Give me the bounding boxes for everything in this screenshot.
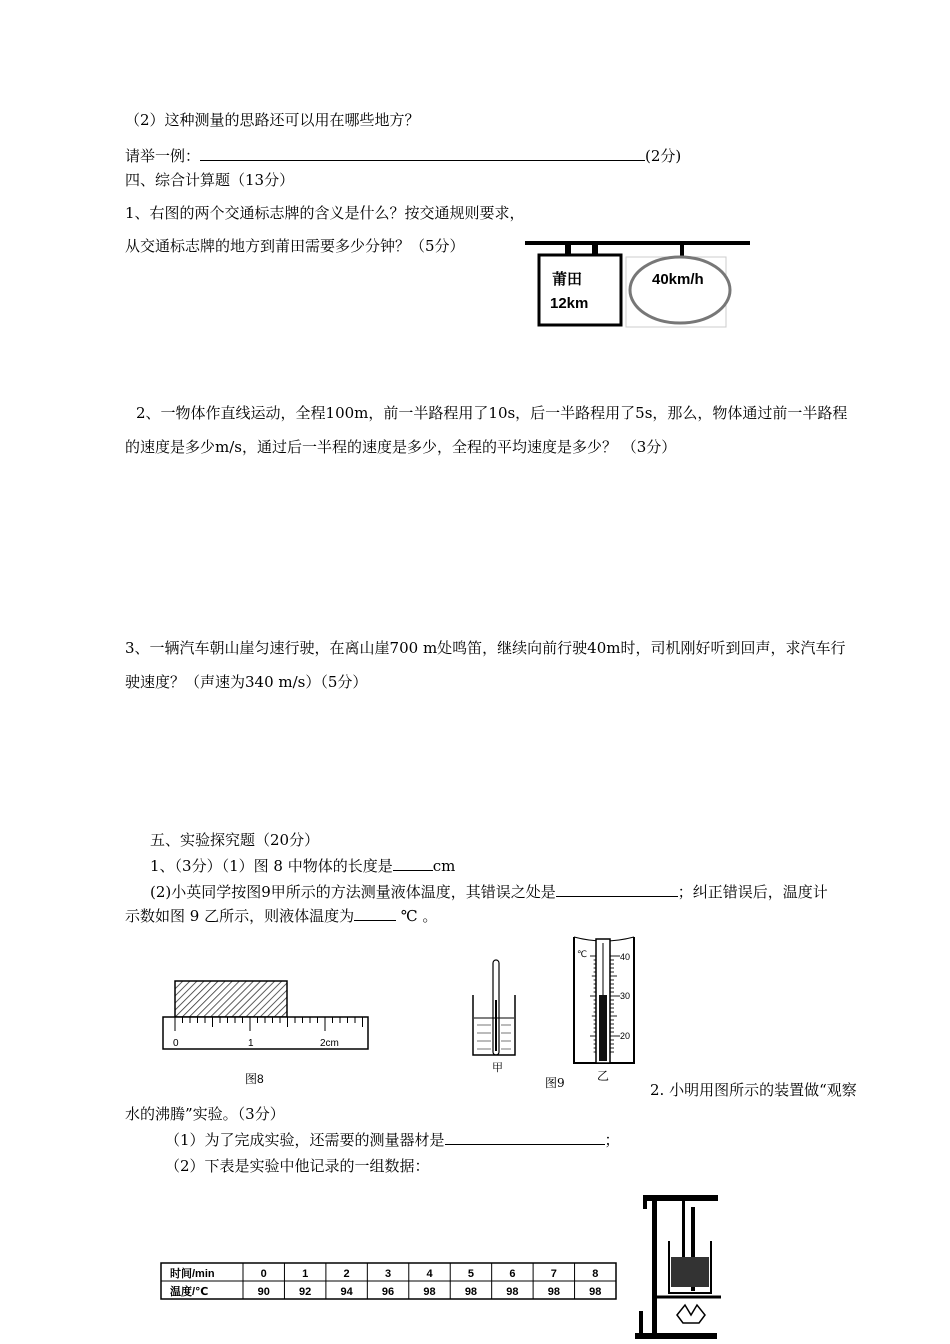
fig9-yi-label: 乙: [597, 1069, 610, 1083]
boiling-apparatus: [625, 1193, 725, 1343]
fig9-caption: 图9: [545, 1076, 565, 1090]
s5-q1a-unit: cm: [432, 857, 456, 875]
table-temp-cell: 98: [547, 1286, 560, 1298]
figure9-yi-thermometer: [570, 935, 640, 1085]
table-time-cell: 5: [467, 1268, 475, 1280]
table-temp-cell: 98: [423, 1286, 436, 1298]
instrument-answer-blank[interactable]: [445, 1130, 605, 1145]
sign-speed: 40km/h: [652, 271, 704, 288]
s5-q1a: [150, 856, 455, 876]
table-header-temp: 温度/℃: [170, 1286, 209, 1298]
sign-place: 莆田: [552, 271, 583, 288]
q1-line2: 从交通标志牌的地方到莆田需要多少分钟？（5分）: [125, 237, 465, 255]
table-time-cell: 8: [592, 1268, 599, 1280]
s5-q2-sub2: （2）下表是实验中他记录的一组数据：: [165, 1157, 430, 1175]
figure9-jia-beaker: [465, 955, 535, 1075]
temperature-answer-blank[interactable]: [354, 906, 396, 921]
q1-line1: 1、右图的两个交通标志牌的含义是什么？按交通规则要求，: [125, 204, 525, 222]
stand-rod: [652, 1197, 657, 1337]
s5-q1b-text: (2)小英同学按图9甲所示的方法测量液体温度，其错误之处是: [150, 883, 556, 901]
table-time-cell: 0: [260, 1268, 267, 1280]
s5-q2-sub1: [165, 1130, 620, 1150]
table-time-cell: 2: [343, 1268, 350, 1280]
s5-q2-sub1-end: ；: [604, 1131, 620, 1149]
table-temp-cell: 90: [257, 1286, 270, 1298]
q2-measure-idea: （2）这种测量的思路还可以用在哪些地方？: [125, 111, 420, 129]
table-time-cell: 4: [426, 1268, 433, 1280]
table-temp-cell: 96: [381, 1286, 395, 1298]
ruler-tick-0: 0: [173, 1038, 179, 1049]
q3-line2: 驶速度？（声速为340 m/s）（5分）: [125, 673, 368, 691]
distance-sign: [539, 255, 621, 325]
q3-line1: 3、一辆汽车朝山崖匀速行驶，在离山崖700 m处鸣笛，继续向前行驶40m时，司机刚好听到回声，求汽车行: [125, 639, 846, 657]
section5-title: 五、实验探究题（20分）: [150, 831, 320, 849]
data-table: [160, 1262, 620, 1302]
example-prefix: 请举一例：: [125, 147, 201, 165]
q2-line1: 2、一物体作直线运动，全程100m，前一半路程用了10s，后一半路程用了5s，那么，物体通过前一半路程: [136, 404, 848, 422]
s5-q1b: [150, 882, 828, 902]
table-time-cell: 7: [550, 1268, 557, 1280]
s5-q2-sub1-text: （1）为了完成实验，还需要的测量器材是: [165, 1131, 445, 1149]
example-line: [125, 146, 681, 166]
example-answer-blank[interactable]: [200, 146, 645, 161]
table-temp-cell: 98: [464, 1286, 478, 1298]
fig9-jia-label: 甲: [492, 1062, 503, 1074]
sign-distance: 12km: [550, 295, 589, 312]
s5-q2-line1: 2. 小明用图所示的装置做“观察: [650, 1081, 857, 1099]
ruler-tick-2: 2cm: [320, 1038, 339, 1049]
fig9-unit: ℃: [577, 949, 588, 959]
measured-block: [175, 981, 287, 1017]
table-temp-cell: 94: [340, 1286, 353, 1298]
table-time-cell: 1: [302, 1268, 309, 1280]
s5-q1b-text2: ；纠正错误后，温度计: [677, 883, 828, 901]
ruler-tick-1: 1: [248, 1038, 254, 1049]
length-answer-blank[interactable]: [393, 856, 433, 871]
alcohol-lamp: [677, 1305, 705, 1323]
q2-line2: 的速度是多少m/s，通过后一半程的速度是多少，全程的平均速度是多少？ （3分）: [125, 438, 677, 456]
table-time-cell: 3: [384, 1268, 392, 1280]
s5-q1a-text: 1、（3分）（1）图 8 中物体的长度是: [150, 857, 393, 875]
scale-20: 20: [620, 1031, 631, 1041]
table-header-time: 时间/min: [170, 1268, 215, 1280]
mercury-column: [599, 995, 607, 1061]
table-temp-cell: 92: [299, 1286, 312, 1298]
section4-title: 四、综合计算题（13分）: [125, 171, 295, 189]
table-time-cell: 6: [509, 1268, 516, 1280]
s5-q1c-unit: ℃ 。: [396, 907, 438, 925]
scale-40: 40: [620, 952, 631, 962]
s5-q1c-text: 示数如图 9 乙所示，则液体温度为: [125, 907, 355, 925]
s5-q2-line2: 水的沸腾”实验。（3分）: [125, 1105, 285, 1123]
figure8-ruler: [160, 975, 375, 1095]
scale-30: 30: [620, 991, 631, 1001]
example-score: (2分): [645, 147, 682, 165]
fig8-caption: 图8: [245, 1072, 264, 1086]
traffic-signs-figure: [520, 235, 760, 335]
speed-limit-sign: [630, 257, 730, 323]
error-answer-blank[interactable]: [556, 882, 678, 897]
table-temp-cell: 98: [589, 1286, 602, 1298]
s5-q1c: [125, 906, 437, 926]
table-temp-cell: 98: [506, 1286, 519, 1298]
